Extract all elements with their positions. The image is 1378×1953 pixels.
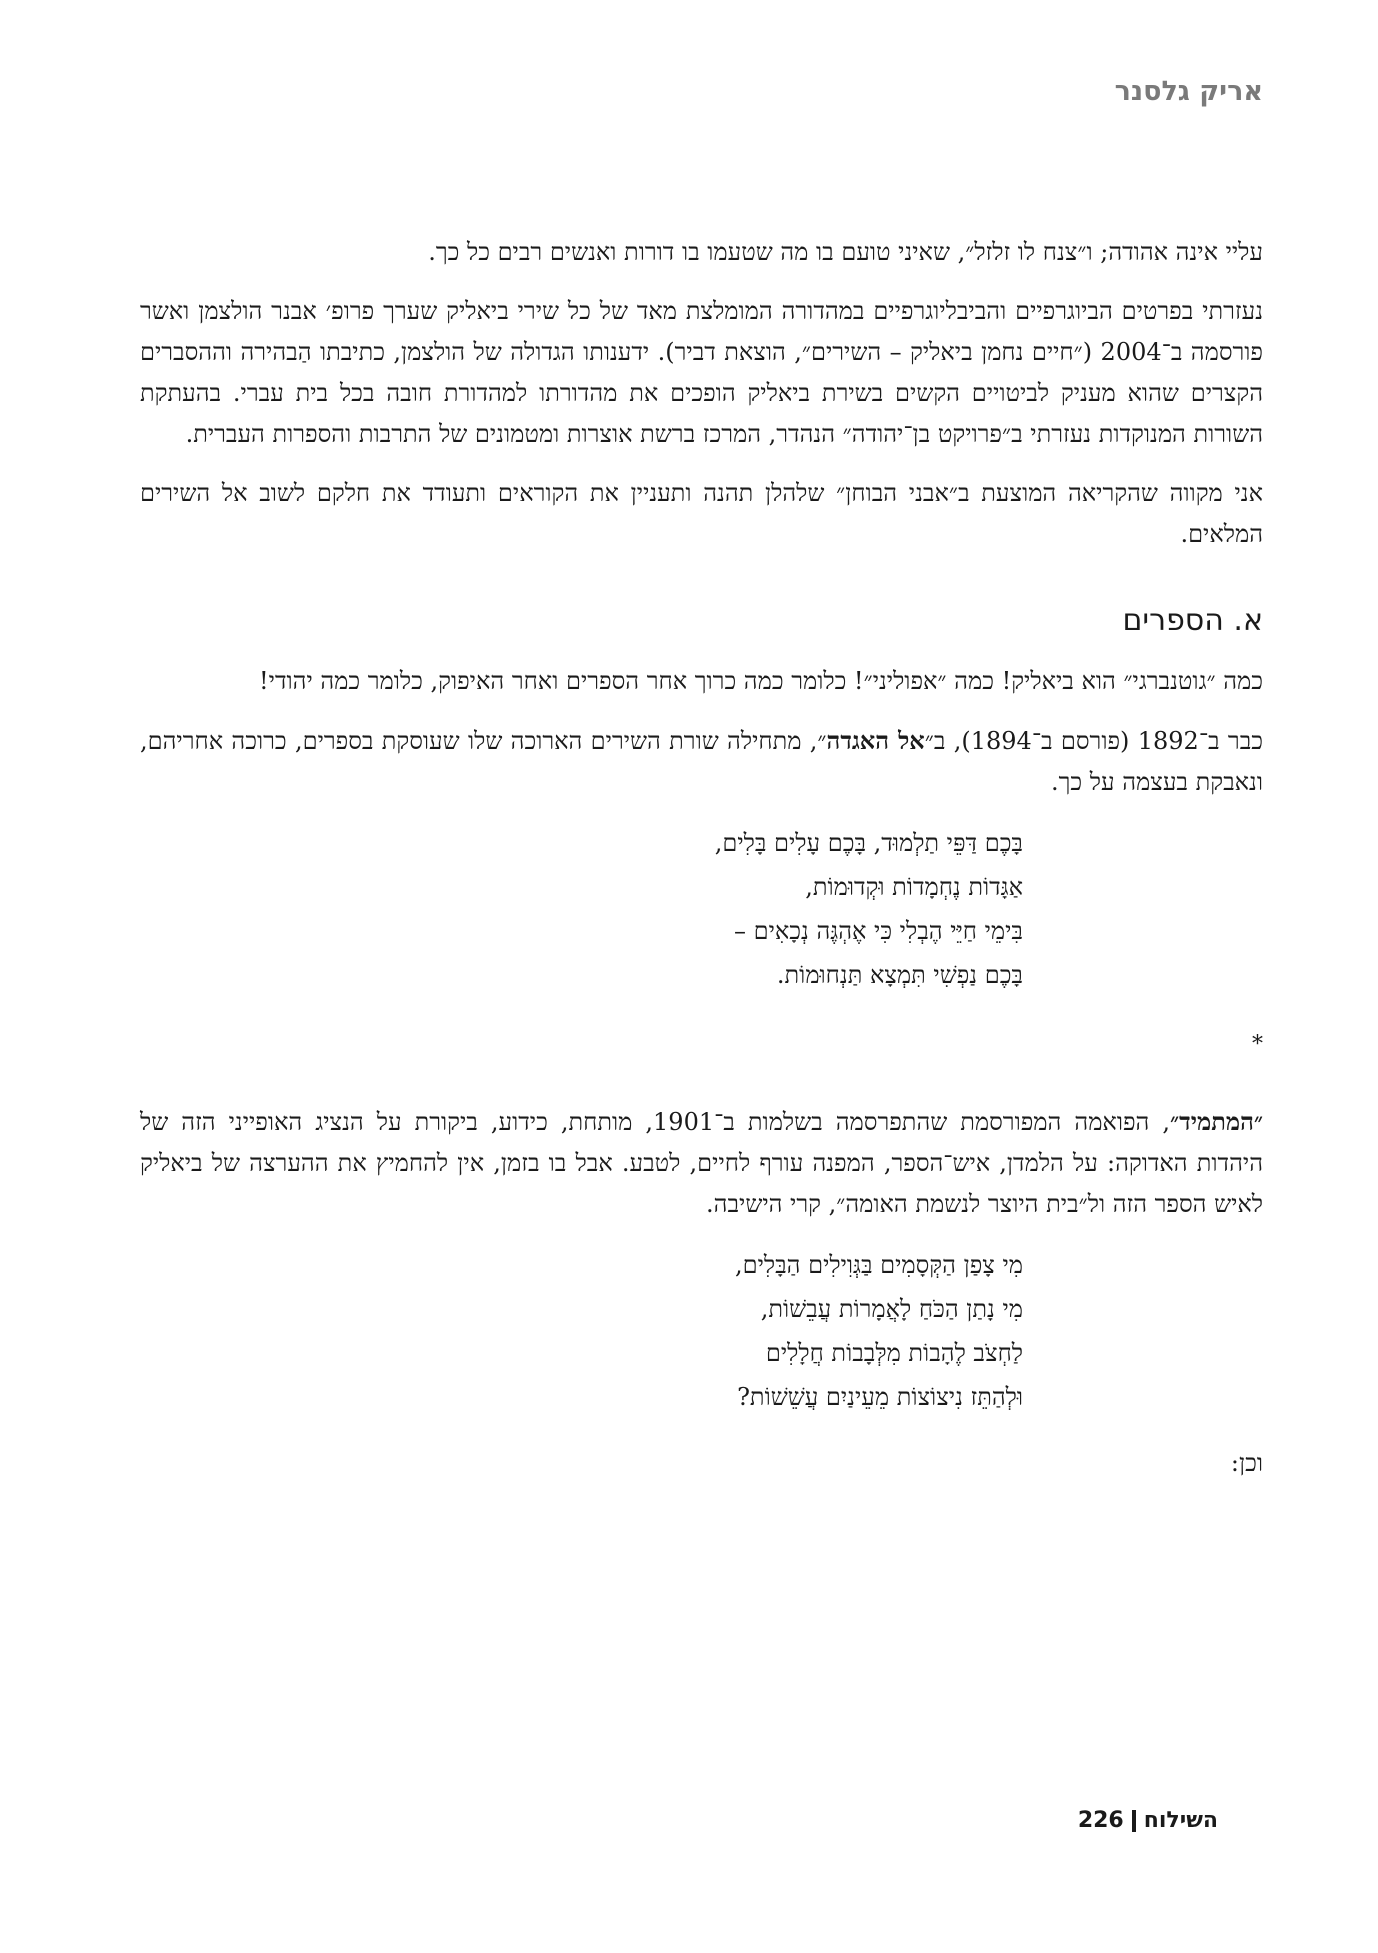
page-footer [1078, 1808, 1218, 1833]
footer-divider [1132, 1810, 1136, 1832]
paragraph: נעזרתי בפרטים הביוגרפיים והביבליוגרפיים במהדורה המומלצת מאד של כל שירי ביאליק שערך פרופ׳ אבנר הולצמן ואשר פורסמה ב־2004 (״חיים נחמן ביאליק – השירים״, הוצאת דביר). ידענותו הגדולה של הולצמן, כתיבתו הַבהירה וההסברים הקצרים שהוא מעניק לביטויים הקשים בשירת ביאליק הופכים את מהדורתו למהדורת חובה בכל בית עברי. בהעתקת השורות המנוקדות נעזרתי ב״פרויקט בן־יהודה״ הנהדר, המרכז ברשת אוצרות ומטמונים של התרבות והספרות העברית. [140, 297, 1263, 448]
paragraph: אני מקווה שהקריאה המוצעת ב״אבני הבוחן״ שלהלן תהנה ותעניין את הקוראים ותעודד את חלקם לשוב אל השירים המלאים. [140, 479, 1263, 548]
paragraph: עליי אינה אהודה; ו״צנח לו זלזל״, שאיני טועם בו מה שטעמו בו דורות ואנשים רבים כל כך. [428, 238, 1263, 266]
poem-line: מִי נָתַן הַכֹּחַ לָאֲמָרוֹת עֲבֵשׁוֹת, [760, 1295, 1023, 1323]
poem-line: בָּכֶם דַּפֵּי תַלְמוּד, בָּכֶם עָלִים בָּלִים, [714, 829, 1023, 857]
page-number: 226 [1077, 1808, 1124, 1833]
paragraph-text: , הפואמה המפורסמת שהתפרסמה בשלמות ב־1901, מותחת, כידוע, ביקורת על הנציג האופייני הזה של היהדות האדוקה: על הלמדן, איש־הספר, המפנה עורף לחיים, לטבע. אבל בו בזמן, אין להחמיץ את ההערצה של ביאליק לאיש הספר הזה ול״בית היוצר לנשמת האומה״, קרי הישיבה. [140, 1108, 1263, 1218]
poem-title-bold: אל האגדה [826, 726, 925, 755]
section-heading: א. הספרים [1122, 603, 1263, 638]
paragraph-text: כבר ב־1892 (פורסם ב־1894), ב״ [924, 727, 1264, 755]
running-head-author: אריק גלסנר [1114, 76, 1263, 107]
section-separator: * [1252, 1032, 1263, 1057]
poem-line: בָּכֶם נַפְשִׁי תִּמְצָא תַּנְחוּמוֹת. [776, 961, 1023, 989]
body-text [140, 232, 1263, 1502]
poem-line: אַגָּדוֹת נֶחְמָדוֹת וּקְדוּמוֹת, [805, 873, 1023, 901]
journal-name: השילוח [1143, 1808, 1218, 1833]
paragraph: וכן: [1230, 1449, 1263, 1477]
poem-quote [140, 1243, 1263, 1419]
paragraph [140, 720, 1263, 803]
paragraph-text: ״, מתחילה שורת השירים הארוכה שלו שעוסקת בספרים, כרוכה אחריהם, ונאבקת בעצמה על כך. [140, 727, 1263, 796]
poem-line: וּלְהַתֵּז נִיצוֹצוֹת מֵעֵינַיִם עֲשֵׁשׁוֹת? [737, 1383, 1023, 1411]
poem-title-bold: ״המתמיד״ [1170, 1107, 1263, 1136]
poem-quote [140, 821, 1263, 997]
paragraph: כמה ״גוטנברגי״ הוא ביאליק! כמה ״אפוליני״! כלומר כמה כרוך אחר הספרים ואחר האיפוק, כלומר כמה יהודי! [259, 667, 1263, 695]
poem-line: לַחְצֹב לֶהָבוֹת מִלְּבָבוֹת חֲלָלִים [765, 1339, 1023, 1367]
paragraph [140, 1101, 1263, 1225]
poem-line: בִּימֵי חַיֵּי הֶבְלִי כִּי אֶהְגֶּה נְכָאִים – [734, 917, 1023, 945]
poem-line: מִי צָפַן הַקְּסָמִים בַּגְּוִילִים הַבָּלִים, [734, 1251, 1023, 1279]
